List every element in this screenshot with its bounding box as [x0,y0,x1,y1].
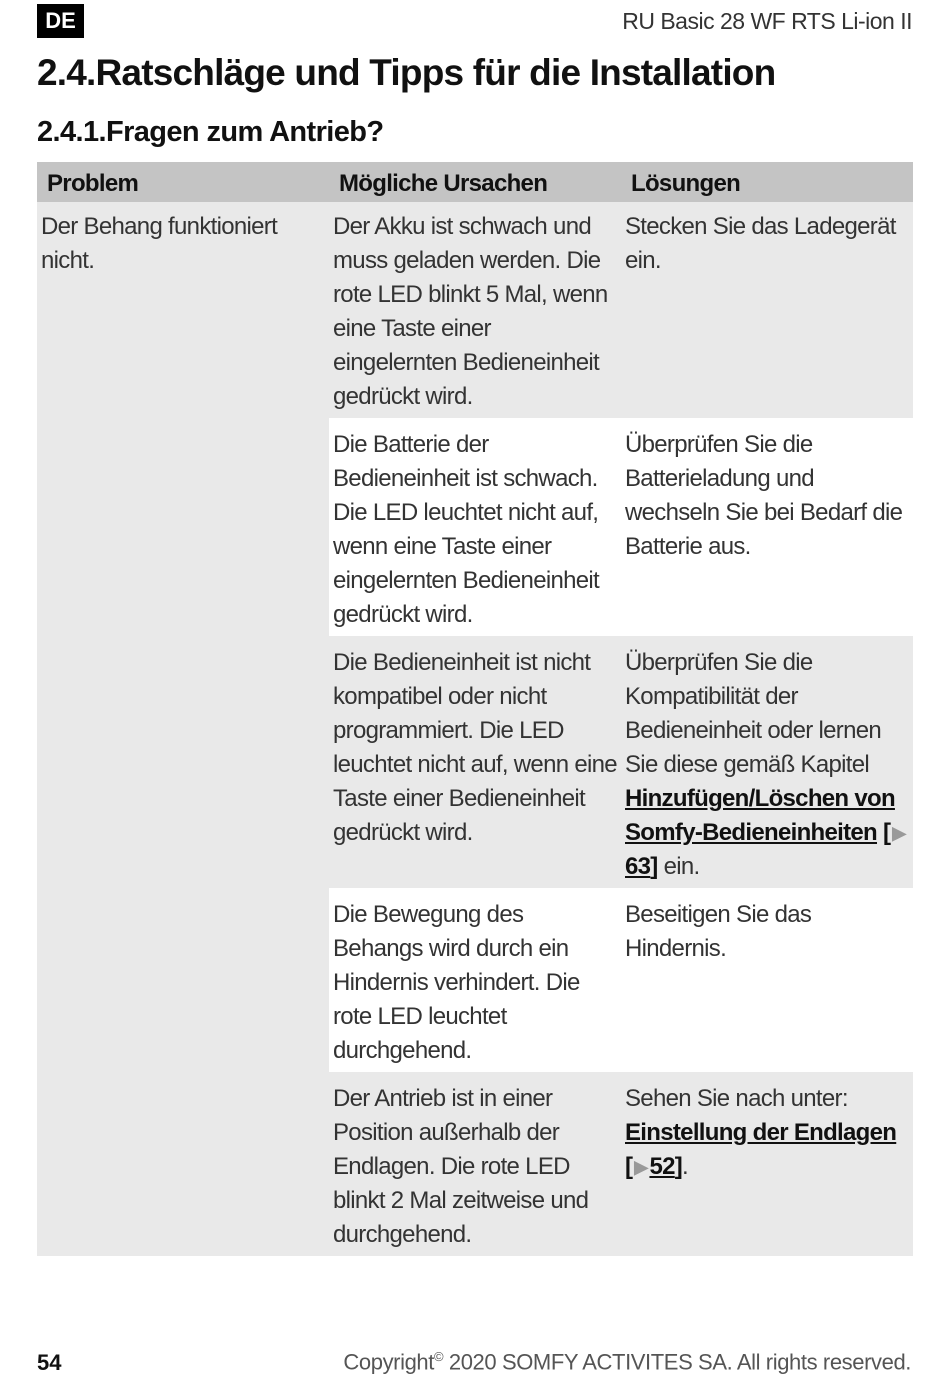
problem-cell: Der Behang funktioniert nicht. [37,202,329,1256]
solution-cell: Überprüfen Sie die Batterieladung und wechseln Sie bei Bedarf die Batterie aus. [621,418,913,636]
page-reference-link[interactable]: [ ▶52] [625,1153,682,1180]
solution-suffix: . [682,1153,689,1180]
troubleshooting-table [37,162,913,1256]
solution-cell [621,1072,913,1256]
product-name: RU Basic 28 WF RTS Li-ion II [622,8,912,34]
column-header-problem: Problem [37,162,329,202]
column-header-causes: Mögliche Ursachen [329,162,621,202]
page-number: 54 [37,1350,62,1375]
page-arrow-icon: ▶ [892,823,906,843]
page-reference-link[interactable]: [ ▶63] [625,819,907,880]
copyright-text: 2020 SOMFY ACTIVITES SA. All rights reserved. [443,1349,911,1375]
cause-cell: Der Antrieb ist in einer Position außerhalb der Endlagen. Die rote LED blinkt 2 Mal zeitweise und durchgehend. [329,1072,621,1256]
copyright-notice [343,1349,911,1375]
page-reference-number: 52 [649,1153,675,1180]
cause-cell: Die Bewegung des Behangs wird durch ein Hindernis verhindert. Die rote LED leuchtet durchgehend. [329,888,621,1072]
solution-cell: Beseitigen Sie das Hindernis. [621,888,913,1072]
cause-cell: Der Akku ist schwach und muss geladen werden. Die rote LED blinkt 5 Mal, wenn eine Taste einer eingelernten Bedieneinheit gedrückt wird. [329,202,621,418]
copyright-symbol: © [433,1349,444,1364]
solution-text: Überprüfen Sie die Kompatibilität der Bedieneinheit oder lernen Sie diese gemäß Kapitel [625,649,882,778]
column-header-solutions: Lösungen [621,162,913,202]
chapter-link-somfy-controls[interactable]: Hinzufügen/Löschen von Somfy-Bedieneinheiten [625,785,895,846]
cause-cell: Die Bedieneinheit ist nicht kompatibel oder nicht programmiert. Die LED leuchtet nicht auf, wenn eine Taste einer Bedieneinheit gedrückt wird. [329,636,621,888]
section-title: 2.4.Ratschläge und Tipps für die Installation [37,52,776,93]
solution-text: Sehen Sie nach unter: [625,1085,848,1112]
chapter-link-end-limits[interactable]: Einstellung der Endlagen [625,1119,897,1146]
solution-suffix: ein. [663,853,700,880]
page-arrow-icon: ▶ [634,1157,648,1177]
copyright-prefix: Copyright [343,1349,434,1375]
page-reference-number: 63 [625,853,651,880]
language-badge: DE [37,4,84,38]
cause-cell: Die Batterie der Bedieneinheit ist schwach. Die LED leuchtet nicht auf, wenn eine Taste einer eingelernten Bedieneinheit gedrückt wird. [329,418,621,636]
solution-cell [621,636,913,888]
solution-cell: Stecken Sie das Ladegerät ein. [621,202,913,418]
subsection-title: 2.4.1.Fragen zum Antrieb? [37,116,384,148]
